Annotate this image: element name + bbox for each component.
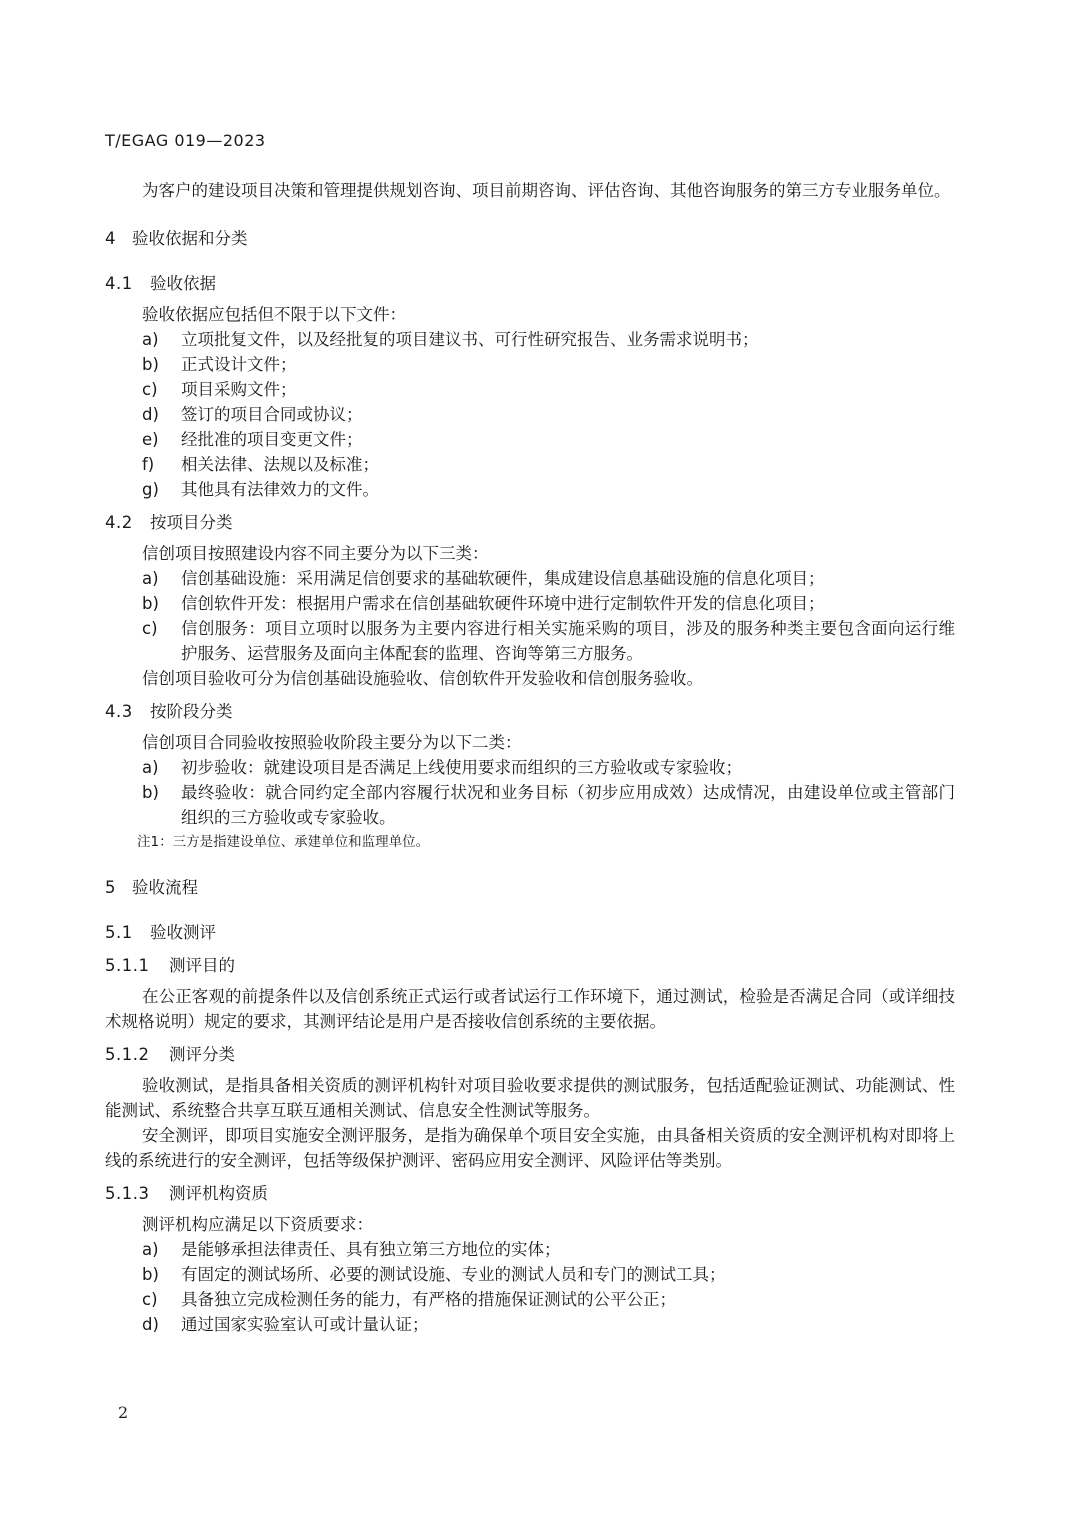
list-item [105,780,955,830]
section-4-1-heading [105,271,955,296]
list-marker: a) [142,330,159,349]
list-item-text: 经批准的项目变更文件； [181,430,363,449]
document-code: T/EGAG 019—2023 [105,131,266,150]
list-item [105,566,955,591]
list-marker: a) [142,758,159,777]
section-title: 测评分类 [169,1045,235,1064]
list-item [105,591,955,616]
list-item-text: 相关法律、法规以及标准； [181,455,379,474]
intro-paragraph: 为客户的建设项目决策和管理提供规划咨询、项目前期咨询、评估咨询、其他咨询服务的第三方专业服务单位。 [142,181,951,200]
list-item [105,352,955,377]
section-title: 验收依据 [150,274,216,293]
list-item [105,327,955,352]
list-item [105,1312,955,1337]
paragraph: 安全测评，即项目实施安全测评服务，是指为确保单个项目安全实施，由具备相关资质的安全测评机构对即将上线的系统进行的安全测评，包括等级保护测评、密码应用安全测评、风险评估等类别。 [105,1126,955,1170]
list-item [105,755,955,780]
list-marker: b) [142,783,159,802]
section-title: 按阶段分类 [150,702,233,721]
section-number: 5.1.3 [105,1184,150,1203]
list-item-text: 具备独立完成检测任务的能力，有严格的措施保证测试的公平公正； [181,1290,676,1309]
section-title: 验收流程 [132,878,198,897]
list-item-text: 正式设计文件； [181,355,297,374]
section-5-1-2-heading [105,1042,955,1067]
list-item [105,477,955,502]
section-number: 4.1 [105,274,133,293]
list-marker: g) [142,480,159,499]
list-item-text: 信创服务：项目立项时以服务为主要内容进行相关实施采购的项目，涉及的服务种类主要包含面向运行维护服务、运营服务及面向主体配套的监理、咨询等第三方服务。 [181,619,955,663]
section-5-1-1-heading [105,953,955,978]
list-item [105,377,955,402]
list-item [105,1262,955,1287]
list-item-text: 初步验收：就建设项目是否满足上线使用要求而组织的三方验收或专家验收； [181,758,742,777]
list-item-text: 最终验收：就合同约定全部内容履行状况和业务目标（初步应用成效）达成情况，由建设单位或主管部门组织的三方验收或专家验收。 [181,783,955,827]
list-item [105,1287,955,1312]
section-number: 4.3 [105,702,133,721]
page-number: 2 [118,1403,129,1422]
paragraph: 验收测试，是指具备相关资质的测评机构针对项目验收要求提供的测试服务，包括适配验证测试、功能测试、性能测试、系统整合共享互联互通相关测试、信息安全性测试等服务。 [105,1076,955,1120]
section-title: 验收测评 [150,923,216,942]
list-marker: a) [142,569,159,588]
list-marker: b) [142,1265,159,1284]
list-item-text: 是能够承担法律责任、具有独立第三方地位的实体； [181,1240,561,1259]
section-5-heading [105,875,955,900]
list-marker: f) [142,455,155,474]
note: 注1：三方是指建设单位、承建单位和监理单位。 [137,834,430,850]
section-5-1-3-heading [105,1181,955,1206]
list-lead: 验收依据应包括但不限于以下文件： [142,305,406,324]
section-4-2-heading [105,510,955,535]
list-item-text: 信创基础设施：采用满足信创要求的基础软硬件，集成建设信息基础设施的信息化项目； [181,569,825,588]
list-lead: 测评机构应满足以下资质要求： [142,1215,373,1234]
section-4-3-heading [105,699,955,724]
section-number: 5 [105,878,116,897]
list-item [105,1237,955,1262]
list-marker: a) [142,1240,159,1259]
summary-sentence: 信创项目验收可分为信创基础设施验收、信创软件开发验收和信创服务验收。 [142,669,703,688]
list-marker: d) [142,405,159,424]
list-marker: d) [142,1315,159,1334]
section-title: 测评机构资质 [169,1184,268,1203]
paragraph: 在公正客观的前提条件以及信创系统正式运行或者试运行工作环境下，通过测试，检验是否满足合同（或详细技术规格说明）规定的要求，其测评结论是用户是否接收信创系统的主要依据。 [105,987,955,1031]
list-marker: b) [142,594,159,613]
list-marker: c) [142,380,158,399]
section-number: 5.1 [105,923,133,942]
list-item-text: 信创软件开发：根据用户需求在信创基础软硬件环境中进行定制软件开发的信息化项目； [181,594,825,613]
list-item-text: 有固定的测试场所、必要的测试设施、专业的测试人员和专门的测试工具； [181,1265,726,1284]
list-lead: 信创项目按照建设内容不同主要分为以下三类： [142,544,489,563]
list-item [105,402,955,427]
section-number: 4.2 [105,513,133,532]
list-marker: e) [142,430,159,449]
section-number: 5.1.1 [105,956,150,975]
list-item-text: 项目采购文件； [181,380,297,399]
section-number: 4 [105,229,116,248]
list-item [105,616,955,666]
section-number: 5.1.2 [105,1045,150,1064]
document-body [105,178,955,1337]
list-item-text: 其他具有法律效力的文件。 [181,480,379,499]
section-5-1-heading [105,920,955,945]
list-marker: c) [142,619,158,638]
list-marker: c) [142,1290,158,1309]
section-title: 验收依据和分类 [132,229,248,248]
list-item-text: 通过国家实验室认可或计量认证； [181,1315,429,1334]
list-item [105,427,955,452]
list-item-text: 签订的项目合同或协议； [181,405,363,424]
list-lead: 信创项目合同验收按照验收阶段主要分为以下二类： [142,733,522,752]
section-title: 测评目的 [169,956,235,975]
section-title: 按项目分类 [150,513,233,532]
list-item-text: 立项批复文件，以及经批复的项目建议书、可行性研究报告、业务需求说明书； [181,330,759,349]
list-item [105,452,955,477]
section-4-heading [105,226,955,251]
list-marker: b) [142,355,159,374]
